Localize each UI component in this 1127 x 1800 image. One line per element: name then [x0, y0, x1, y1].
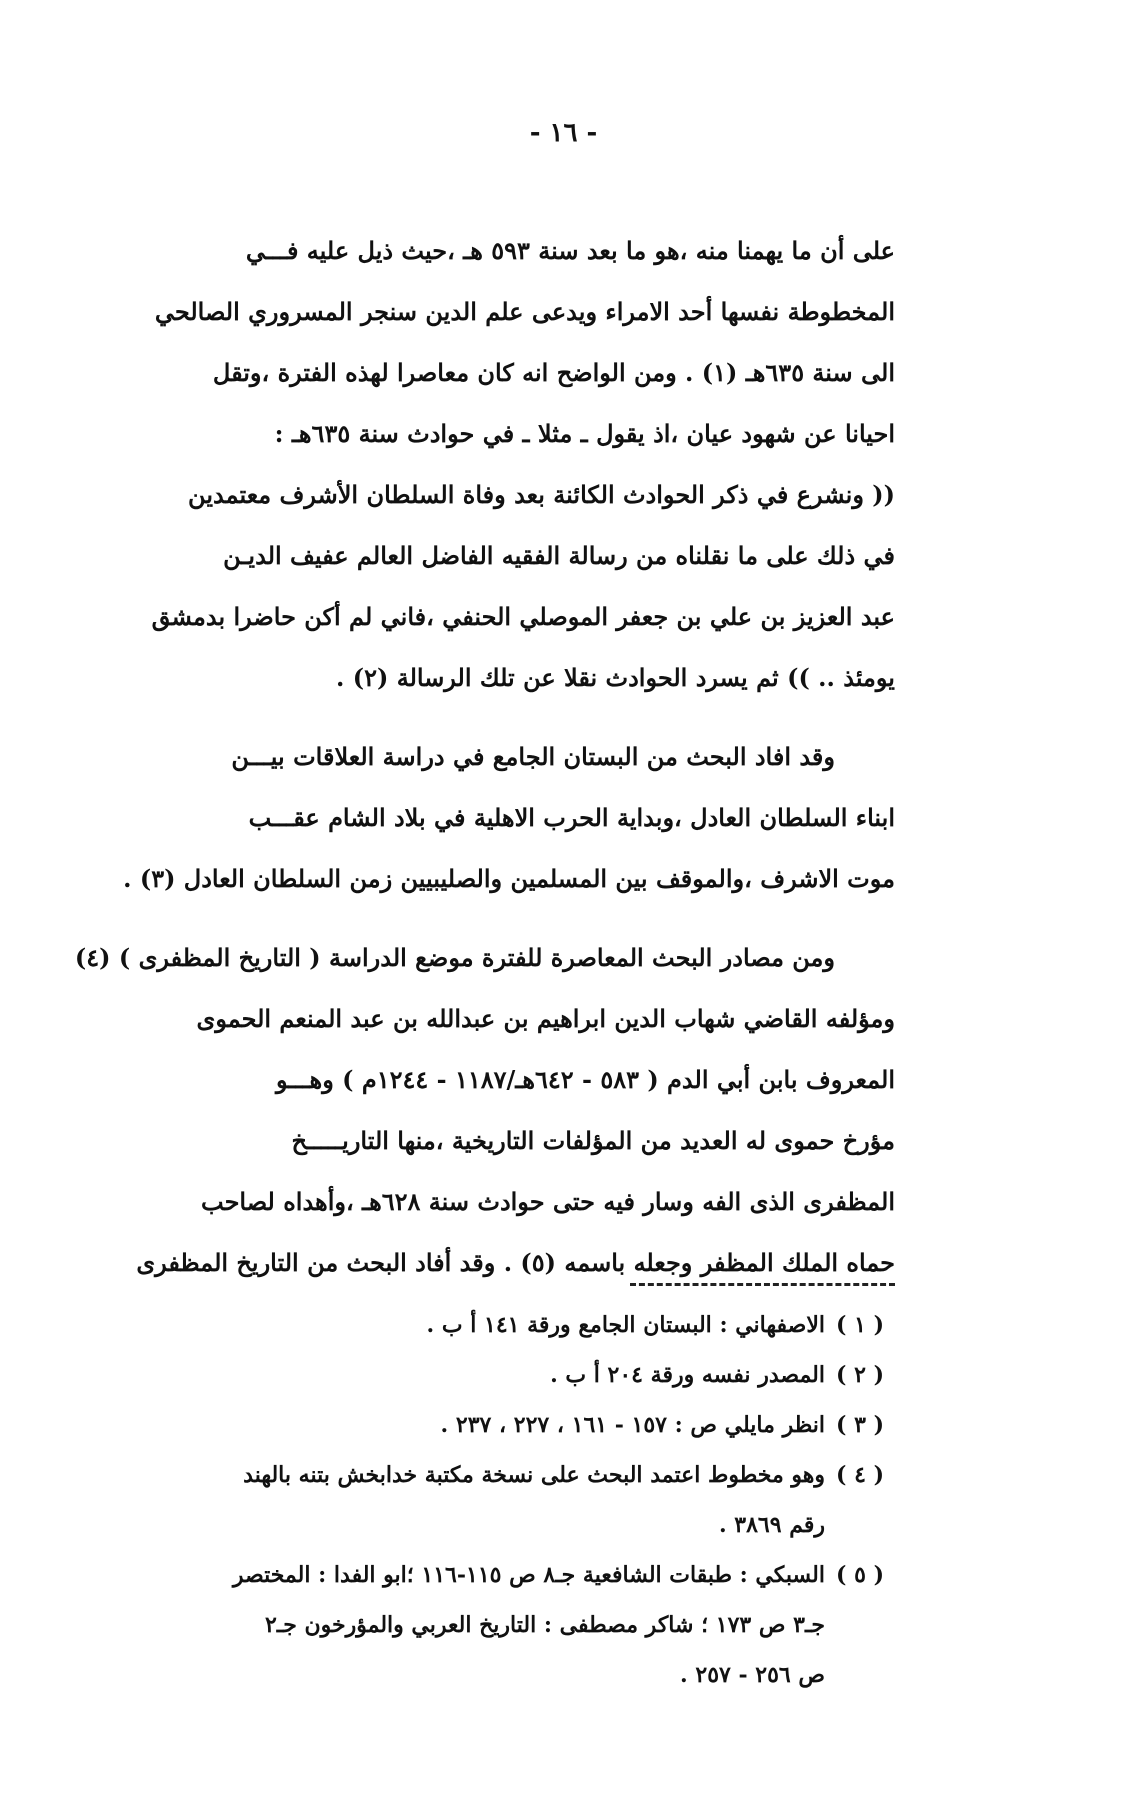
- footnote-line: ص ٢٥٦ - ٢٥٧ .: [680, 1662, 825, 1688]
- footnote-number: ( ٢ ): [836, 1362, 884, 1388]
- text-line: وقد افاد البحث من البستان الجامع في دراسة العلاقات بيـــن: [231, 742, 835, 771]
- footnotes: [95, 1300, 895, 1700]
- footnote-4: [95, 1450, 895, 1550]
- paragraph-3: [74, 927, 895, 1293]
- footnote-2: [95, 1350, 895, 1400]
- footnote-3: [95, 1400, 895, 1450]
- footnote-line: جـ٣ ص ١٧٣ ؛ شاكر مصطفى : التاريخ العربي والمؤرخون جـ٢: [264, 1612, 825, 1638]
- footnote-line: الاصفهاني : البستان الجامع ورقة ١٤١ أ ب .: [426, 1312, 825, 1338]
- footnote-separator: [630, 1283, 895, 1286]
- footnote-line: انظر مايلي ص : ١٥٧ - ١٦١ ، ٢٢٧ ، ٢٣٧ .: [440, 1412, 825, 1438]
- main-text: [74, 220, 895, 1293]
- text-line: المعروف بابن أبي الدم ( ٥٨٣ - ٦٤٢هـ/١١٨٧ - ١٢٤٤م ) وهـــو: [276, 1065, 895, 1094]
- text-line: مؤرخ حموى له العديد من المؤلفات التاريخية ،منها التاريـــــخ: [291, 1126, 895, 1155]
- text-line: يومئذ .. )) ثم يسرد الحوادث نقلا عن تلك الرسالة (٢) .: [336, 663, 895, 692]
- footnote-1: [95, 1300, 895, 1350]
- text-line: موت الاشرف ،والموقف بين المسلمين والصليبيين زمن السلطان العادل (٣) .: [123, 864, 895, 893]
- footnote-line: وهو مخطوط اعتمد البحث على نسخة مكتبة خدابخش بتنه بالهند: [243, 1462, 825, 1488]
- text-line: في ذلك على ما نقلناه من رسالة الفقيه الفاضل العالم عفيف الديـن: [223, 541, 895, 570]
- footnote-number: ( ٤ ): [836, 1462, 884, 1488]
- text-line: الى سنة ٦٣٥هـ (١) . ومن الواضح انه كان معاصرا لهذه الفترة ،وتقل: [212, 358, 895, 387]
- text-line: المخطوطة نفسها أحد الامراء ويدعى علم الدين سنجر المسروري الصالحي: [154, 297, 895, 326]
- footnote-number: ( ٥ ): [836, 1562, 884, 1588]
- footnote-number: ( ١ ): [836, 1312, 884, 1338]
- footnote-line: المصدر نفسه ورقة ٢٠٤ أ ب .: [550, 1362, 825, 1388]
- text-line: (( ونشرع في ذكر الحوادث الكائنة بعد وفاة السلطان الأشرف معتمدين: [188, 480, 895, 509]
- text-line: ابناء السلطان العادل ،وبداية الحرب الاهلية في بلاد الشام عقـــب: [248, 803, 895, 832]
- paragraph-2: [95, 726, 895, 909]
- page-number: - ١٦ -: [529, 118, 598, 148]
- text-line: ومؤلفه القاضي شهاب الدين ابراهيم بن عبدالله بن عبد المنعم الحموى: [196, 1004, 895, 1033]
- text-line: حماه الملك المظفر وجعله باسمه (٥) . وقد أفاد البحث من التاريخ المظفرى: [136, 1248, 895, 1277]
- text-line: ومن مصادر البحث المعاصرة للفترة موضع الدراسة ( التاريخ المظفرى ) (٤): [74, 943, 835, 972]
- text-line: احيانا عن شهود عيان ،اذ يقول ـ مثلا ـ في حوادث سنة ٦٣٥هـ :: [274, 419, 895, 448]
- footnote-line: رقم ٣٨٦٩ .: [718, 1512, 825, 1538]
- text-line: عبد العزيز بن علي بن جعفر الموصلي الحنفي ،فاني لم أكن حاضرا بدمشق: [151, 602, 895, 631]
- footnote-5: [95, 1550, 895, 1700]
- footnote-number: ( ٣ ): [836, 1412, 884, 1438]
- paragraph-1: [95, 220, 895, 708]
- text-line: على أن ما يهمنا منه ،هو ما بعد سنة ٥٩٣ هـ ،حيث ذيل عليه فـــي: [245, 236, 895, 265]
- text-line: المظفرى الذى الفه وسار فيه حتى حوادث سنة ٦٢٨هـ ،وأهداه لصاحب: [201, 1187, 895, 1216]
- footnote-line: السبكي : طبقات الشافعية جـ٨ ص ١١٥-١١٦ ؛ابو الفدا : المختصر: [232, 1562, 825, 1588]
